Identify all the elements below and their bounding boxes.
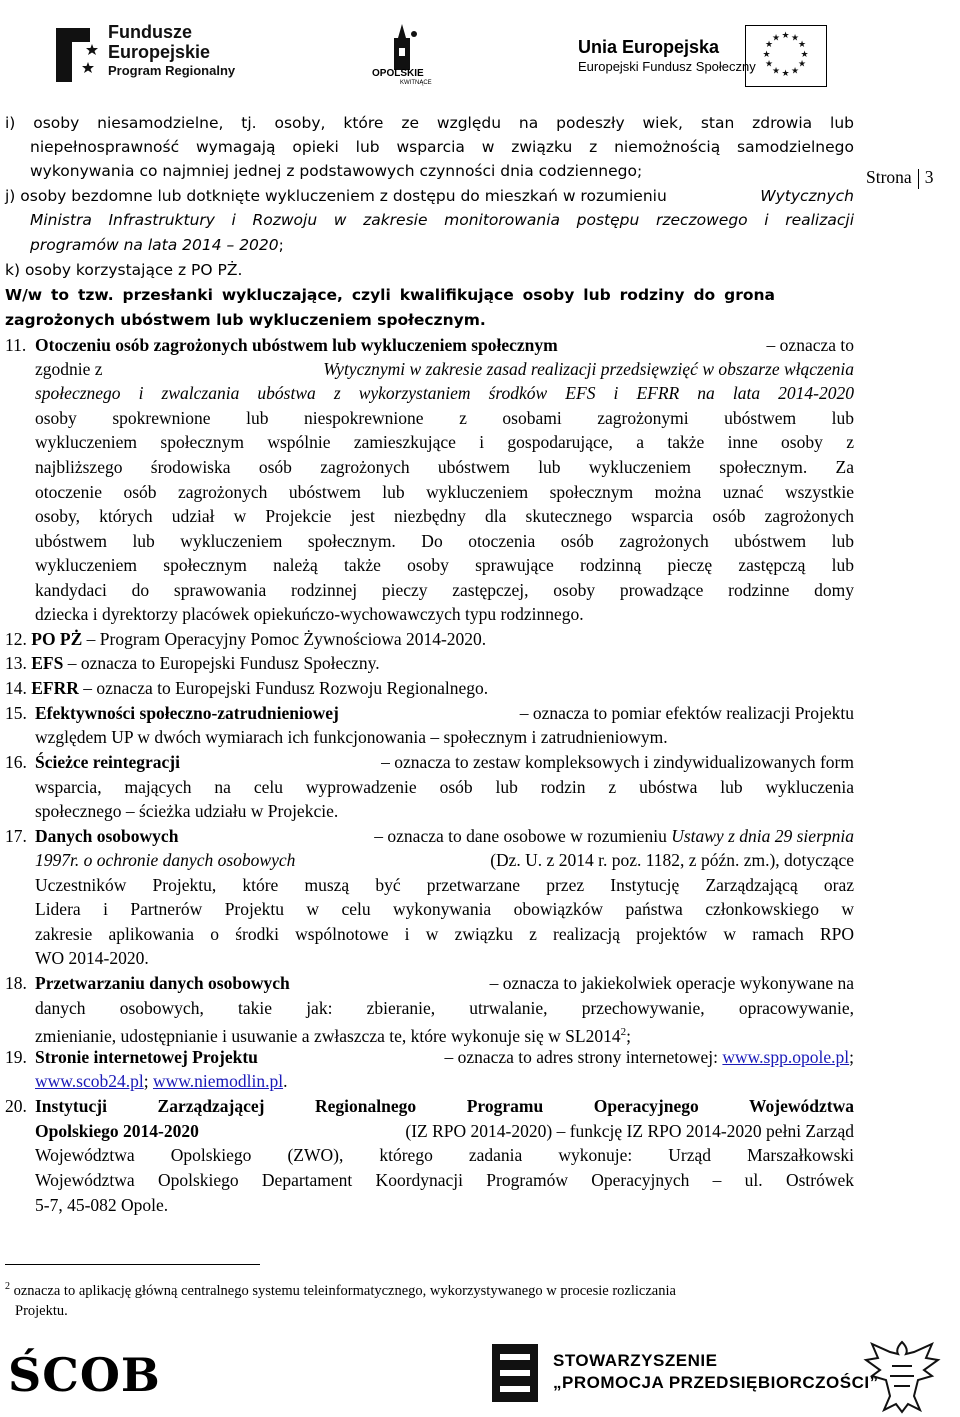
item-17-line1 [35, 824, 854, 848]
item-19-number: 19. [5, 1047, 27, 1067]
item-18-number: 18. [5, 973, 27, 993]
list-item-j-line3-end: ; [278, 236, 284, 254]
item-19-def-text: – oznacza to adres strony internetowej: [444, 1047, 723, 1067]
eu-line1: Unia Europejska [578, 37, 720, 57]
fe-text [108, 22, 235, 80]
page-label: Strona [866, 167, 912, 187]
item-14-def: – oznacza to Europejski Fundusz Rozwoju Regionalnego. [78, 678, 489, 698]
item-19-term: Stronie internetowej Projektu [35, 1047, 258, 1067]
item-11-line3 [35, 381, 854, 405]
footnote-rule [5, 1264, 260, 1265]
item-18-term: Przetwarzaniu danych osobowych [35, 973, 290, 993]
list-item-j-line1 [5, 184, 854, 208]
opole-logo-sub: KWITNĄCE [400, 80, 432, 86]
item-13 [5, 651, 380, 675]
item-12 [5, 627, 486, 651]
item-15-def: – oznacza to pomiar efektów realizacji Projektu [519, 703, 854, 723]
footnote-text-line2: Projektu. [15, 1302, 68, 1319]
item-17-line2 [35, 848, 854, 872]
item-11-line2 [35, 357, 854, 381]
fe-line1: Fundusze [108, 22, 192, 42]
stowarzyszenie-line2: „PROMOCJA PRZEDSIĘBIORCZOŚCI” [553, 1373, 879, 1392]
item-13-def: – oznacza to Europejski Fundusz Społeczny. [63, 653, 380, 673]
svg-text:★: ★ [762, 50, 771, 60]
page-number [866, 167, 933, 189]
svg-text:★: ★ [771, 33, 781, 44]
header-logos [0, 0, 960, 100]
item-11-line2-text: zgodnie z [35, 359, 103, 379]
item-20-term-end: Opolskiego 2014-2020 [35, 1121, 199, 1141]
item-17-def-italic: Ustawy z dnia 29 sierpnia [671, 826, 854, 846]
fundusze-europejskie-logo [50, 20, 250, 92]
item-11-line4: osoby spokrewnione lub niespokrewnione z osobami zagrożonymi ubóstwem lub [35, 408, 854, 428]
item-11-line9: ubóstwem lub wykluczeniem społecznym. Do otoczenia osób zagrożonych ubóstwem lub [35, 531, 854, 551]
item-20-number: 20. [5, 1096, 27, 1116]
summary-line2: zagrożonych ubóstwem lub wykluczeniem społecznym. [5, 311, 486, 329]
item-16-number: 16. [5, 752, 27, 772]
item-17-line6: WO 2014-2020. [35, 948, 149, 968]
eu-text [578, 36, 756, 76]
stowarzyszenie-text [553, 1350, 879, 1394]
item-11-line1 [35, 333, 854, 357]
list-item-j-line2 [30, 208, 854, 232]
svg-text:★: ★ [797, 59, 807, 70]
item-16-line1 [35, 750, 854, 774]
footnote-mark: 2 [5, 1281, 10, 1292]
item-11-number: 11. [5, 335, 27, 355]
footnote [5, 1277, 845, 1321]
item-12-number: 12. [5, 629, 27, 649]
item-17-def [374, 824, 854, 848]
fe-stars-mark-icon [50, 24, 102, 86]
svg-text:★: ★ [790, 33, 800, 44]
item-11-def-start: – oznacza to [766, 335, 854, 355]
item-17-number: 17. [5, 826, 27, 846]
item-20-line4: Województwa Opolskiego Departament Koordynacji Programów Operacyjnych – ul. Ostrówek [35, 1170, 854, 1190]
item-12-def: – Program Operacyjny Pomoc Żywnościowa 2014-2020. [82, 629, 487, 649]
item-17-line2-text: (Dz. U. z 2014 r. poz. 1182, z późn. zm.), dotyczące [490, 850, 854, 870]
list-item-j-line3-italic: programów na lata 2014 – 2020 [30, 236, 279, 254]
item-16-line3: społecznego – ścieżka udziału w Projekcie. [35, 801, 339, 821]
eu-flag-icon [745, 25, 827, 87]
item-14 [5, 676, 488, 700]
link-niemodlin[interactable]: www.niemodlin.pl [152, 1071, 284, 1091]
list-item-i-line1: i) osoby niesamodzielne, tj. osoby, które ze względu na podeszły wiek, stan zdrowia lub [5, 114, 854, 132]
item-14-number: 14. [5, 678, 27, 698]
item-18-line3-end: ; [626, 1025, 631, 1046]
svg-text:★: ★ [771, 66, 781, 77]
item-20-line2 [35, 1119, 854, 1143]
svg-text:★: ★ [764, 59, 774, 70]
footnote-ref[interactable]: 2 [620, 1026, 627, 1038]
item-11-line5: wykluczeniem społecznym wspólnie zamieszkujące i gospodarujące, a także inne osoby z [35, 432, 854, 452]
summary-line1: W/w to tzw. przesłanki wykluczające, czyli kwalifikujące osoby lub rodziny do grona [5, 286, 775, 304]
item-12-term: PO PŻ [31, 629, 83, 649]
item-17-line4: Lidera i Partnerów Projektu w celu wykonywania obowiązków państwa członkowskiego w [35, 899, 854, 919]
item-11-line12: dziecka i dyrektorzy placówek opiekuńczo-wychowawczych typu rodzinnego. [35, 604, 584, 624]
page-number-value: 3 [924, 167, 934, 187]
eagle-emblem-icon [862, 1336, 942, 1416]
opole-logo-text: OPOLSKIE [372, 68, 424, 79]
item-15-line1 [35, 701, 854, 725]
svg-text:★: ★ [764, 40, 774, 50]
item-16-def: – oznacza to zestaw kompleksowych i zindywidualizowanych form [381, 752, 854, 772]
item-15-line2: względem UP w dwóch wymiarach ich funkcjonowania – społecznym i zatrudnieniowym. [35, 727, 668, 747]
item-19-line1 [35, 1045, 854, 1069]
svg-text:★: ★ [781, 31, 790, 41]
item-11-term: Otoczeniu osób zagrożonych ubóstwem lub wykluczeniem społecznym [35, 335, 558, 355]
stowarzyszenie-line1: STOWARZYSZENIE [553, 1351, 718, 1370]
item-19-dot: . [283, 1071, 288, 1091]
list-item-i-line3: wykonywania co najmniej jednej z podstawowych czynności dnia codziennego; [30, 162, 643, 180]
item-17-line5: zakresie aplikowania o środki wspólnotowe i w związku z realizacją projektów w ramach RPO [35, 924, 854, 944]
list-item-j-line2-italic: Ministra Infrastruktury i Rozwoju w zakresie monitorowania postępu rzeczowego i realizacji [30, 211, 854, 229]
item-18-line3-text: zmienianie, udostępnianie i usuwanie a zwłaszcza te, które wykonuje się w SL2014 [35, 1025, 621, 1046]
link-scob24[interactable]: www.scob24.pl [35, 1071, 144, 1091]
item-18-line3 [35, 1020, 631, 1048]
item-11-line11: kandydaci do sprawowania rodzinnej pieczy zastępczej, osoby prowadzące rodzinne domy [35, 580, 854, 600]
item-20-line3: Województwa Opolskiego (ZWO), którego zadania wykonuje: Urząd Marszałkowski [35, 1145, 854, 1165]
item-19-line2 [35, 1069, 287, 1093]
list-item-j-italic: Wytycznych [760, 187, 854, 205]
item-19-semicolon: ; [849, 1047, 854, 1067]
item-15-term: Efektywności społeczno-zatrudnieniowej [35, 703, 339, 723]
item-16-term: Ścieżce reintegracji [35, 752, 180, 772]
item-15-number: 15. [5, 703, 27, 723]
item-18-line2: danych osobowych, takie jak: zbieranie, utrwalanie, przechowywanie, opracowywanie, [35, 998, 854, 1018]
list-item-k: k) osoby korzystające z PO PŻ. [5, 261, 243, 279]
item-13-term: EFS [31, 653, 64, 673]
svg-text:★: ★ [781, 69, 790, 79]
fe-line3: Program Regionalny [108, 63, 236, 78]
item-11-line2-italic: Wytycznymi w zakresie zasad realizacji przedsięwzięć w obszarze włączenia [323, 359, 854, 379]
svg-text:★: ★ [800, 50, 809, 60]
list-item-j-text: j) osoby bezdomne lub dotknięte wykluczeniem z dostępu do mieszkań w rozumieniu [5, 187, 667, 205]
item-20-line5: 5-7, 45-082 Opole. [35, 1195, 169, 1215]
item-20-line1: Instytucji Zarządzającej Regionalnego Programu Operacyjnego Województwa [35, 1096, 854, 1116]
footnote-text: oznacza to aplikację główną centralnego systemu teleinformatycznego, wykorzystywanego w procesie rozliczania [10, 1282, 676, 1299]
item-18-line1 [35, 971, 854, 995]
stowarzyszenie-logo-icon [492, 1344, 538, 1402]
list-item-i-line2: niepełnosprawność wymagają opieki lub wsparcia w związku z niemożnością samodzielnego [30, 138, 854, 156]
item-20-def: (IZ RPO 2014-2020) – funkcję IZ RPO 2014-2020 pełni Zarząd [405, 1121, 854, 1141]
item-18-def: – oznacza to jakiekolwiek operacje wykonywane na [489, 973, 854, 993]
footer-logos [0, 1330, 960, 1417]
item-11-line6: najbliższego środowiska osób zagrożonych ubóstwem lub wykluczeniem społecznym. Za [35, 457, 854, 477]
page-separator [918, 169, 919, 189]
item-13-number: 13. [5, 653, 27, 673]
eu-stars-icon [746, 26, 825, 85]
item-19-def [444, 1045, 854, 1069]
list-item-j-line3 [30, 233, 284, 257]
scob-logo: ŚCOB [8, 1348, 161, 1402]
item-17-line3: Uczestników Projektu, które muszą być przetwarzane przez Instytucję Zarządzającą oraz [35, 875, 854, 895]
svg-text:★: ★ [790, 66, 800, 77]
eu-line2: Europejski Fundusz Społeczny [578, 59, 756, 74]
item-11-line3-italic: społecznego i zwalczania ubóstwa z wykorzystaniem środków EFS i EFRR na lata 2014-2020 [35, 383, 854, 403]
item-17-term: Danych osobowych [35, 826, 179, 846]
item-11-line10: wykluczeniem społecznym należą także osoby sprawujące rodzinną pieczę zastępczą lub [35, 555, 854, 575]
item-11-line7: otoczenie osób zagrożonych ubóstwem lub wykluczeniem społecznym można uznać wszystkie [35, 482, 854, 502]
opole-tower-icon [384, 24, 420, 72]
link-spp-opole[interactable]: www.spp.opole.pl [722, 1047, 850, 1067]
item-19-sep: ; [143, 1071, 153, 1091]
item-17-def-text: – oznacza to dane osobowe w rozumieniu [374, 826, 672, 846]
item-11-line8: osoby, których udział w Projekcie jest niezbędny dla skutecznego wsparcia osób zagrożonych [35, 506, 854, 526]
item-16-line2: wsparcia, mających na celu wyprowadzenie osób lub rodzin z ubóstwa lub wykluczenia [35, 777, 854, 797]
item-17-line2-italic: 1997r. o ochronie danych osobowych [35, 850, 296, 870]
item-14-term: EFRR [31, 678, 79, 698]
fe-line2: Europejskie [108, 42, 211, 62]
svg-text:★: ★ [797, 40, 807, 50]
